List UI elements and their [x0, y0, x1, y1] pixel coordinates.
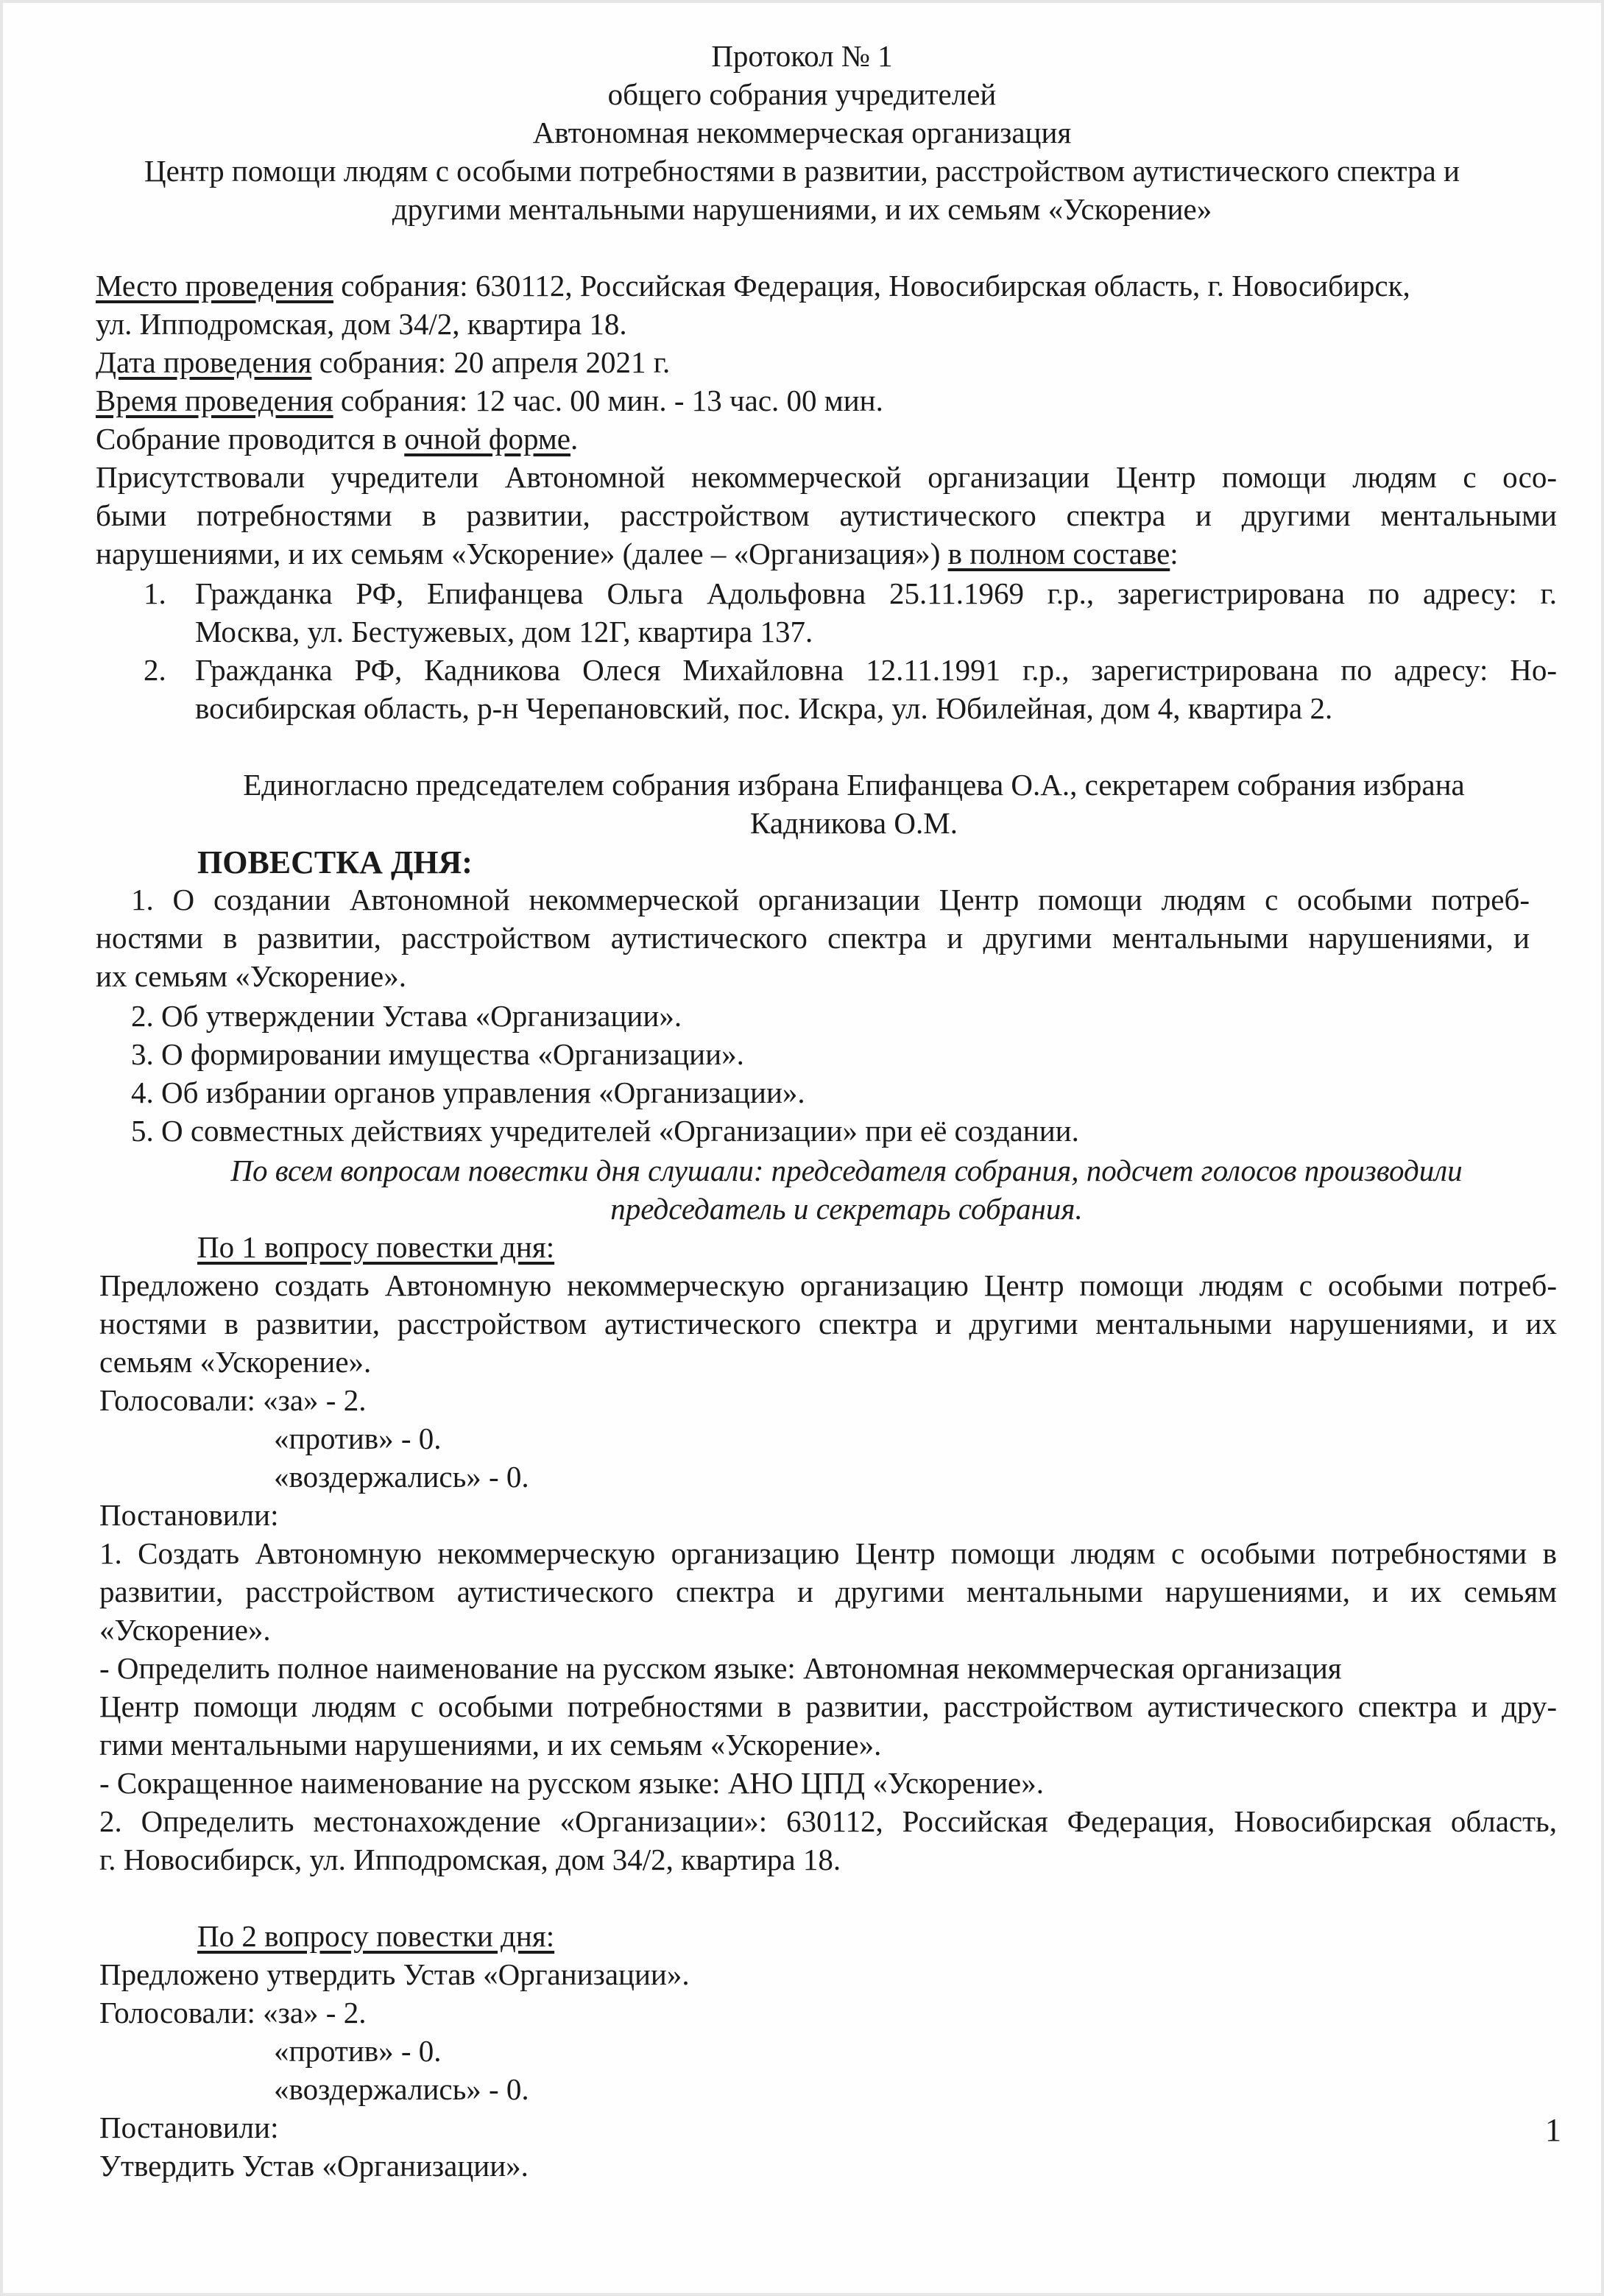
- place-text: собрания: 630112, Российская Федерация, Новосибирская область, г. Новосибирск,: [333, 269, 1410, 303]
- q1-full-name-line-1: - Определить полное наименование на русском языке: Автономная некоммерческая организация: [99, 1651, 1342, 1685]
- q1-proposal-line-1: Предложено создать Автономную некоммерческую организацию Центр помощи людям с особыми потреб-: [99, 1268, 1557, 1302]
- page-number: 1: [1545, 2112, 1561, 2148]
- q2-resolution: Утвердить Устав «Организации».: [99, 2149, 529, 2183]
- founder-2-number: 2.: [144, 653, 166, 687]
- q1-r1-line-2: развитии, расстройством аутистического спектра и другими ментальными нарушениями, и их семьям: [99, 1575, 1557, 1608]
- founder-2-line-2: восибирская область, р-н Черепановский, пос. Искра, ул. Юбилейная, дом 4, квартира 2.: [195, 691, 1333, 725]
- q1-r1-line-3: «Ускорение».: [99, 1613, 271, 1647]
- date-text: собрания: 20 апреля 2021 г.: [311, 345, 671, 379]
- q2-resolved: Постановили:: [99, 2110, 279, 2144]
- q1-full-name-line-3: гими ментальными нарушениями, и их семьям «Ускорение».: [99, 1728, 882, 1762]
- time-text: собрания: 12 час. 00 мин. - 13 час. 00 мин.: [333, 384, 883, 417]
- election-line-1: Единогласно председателем собрания избрана Епифанцева О.А., секретарем собрания избрана: [243, 768, 1465, 802]
- agenda-heading: ПОВЕСТКА ДНЯ:: [197, 844, 473, 880]
- q2-proposal: Предложено утвердить Устав «Организации».: [99, 1957, 690, 1991]
- attendance-line-1: Присутствовали учредители Автономной некоммерческой организации Центр помощи людям с осо-: [96, 460, 1557, 494]
- attendance-line-3: [96, 534, 1179, 573]
- attendance-text: нарушениями, и их семьям «Ускорение» (далее – «Организация»): [96, 537, 948, 571]
- agenda-item-4: 4. Об избрании органов управления «Организации».: [131, 1075, 805, 1109]
- agenda-item-5: 5. О совместных действиях учредителей «Организации» при её создании.: [131, 1114, 1079, 1148]
- agenda-item-2: 2. Об утверждении Устава «Организации».: [131, 999, 682, 1033]
- agenda-item-1-line-1: 1. О создании Автономной некоммерческой организации Центр помощи людям с особыми потреб-: [131, 883, 1530, 916]
- q1-resolved: Постановили:: [99, 1498, 279, 1532]
- q2-vote-against: «против» - 0.: [274, 2034, 442, 2068]
- meeting-date: [96, 343, 670, 381]
- q1-proposal-line-2: ностями в развитии, расстройством аутистического спектра и другими ментальными нарушениями, и их: [99, 1307, 1557, 1340]
- agenda-note-line-2: председатель и секретарь собрания.: [610, 1192, 1083, 1226]
- q1-short-name: - Сокращенное наименование на русском языке: АНО ЦПД «Ускорение».: [99, 1766, 1044, 1800]
- q1-r1-line-1: 1. Создать Автономную некоммерческую организацию Центр помощи людям с особыми потребностями в: [99, 1536, 1557, 1570]
- attendance-full: в полном составе: [947, 537, 1170, 571]
- q2-vote-abstain: «воздержались» - 0.: [274, 2072, 529, 2106]
- q1-r2-line-2: г. Новосибирск, ул. Ипподромская, дом 34/2, квартира 18.: [99, 1843, 841, 1876]
- agenda-note-line-1: По всем вопросам повестки дня слушали: председателя собрания, подсчет голосов производили: [230, 1154, 1463, 1187]
- q1-vote-abstain: «воздержались» - 0.: [274, 1460, 529, 1494]
- document-title: Протокол № 1: [711, 39, 893, 73]
- meeting-time: [96, 381, 883, 420]
- form-text: Собрание проводится в: [96, 422, 405, 456]
- meeting-place: [96, 266, 1410, 305]
- q2-vote-for: Голосовали: «за» - 2.: [99, 1996, 367, 2030]
- place-label: Место проведения: [96, 269, 333, 303]
- meeting-form: [96, 420, 578, 458]
- attendance-end: :: [1170, 537, 1179, 571]
- founder-1-line-1: Гражданка РФ, Епифанцева Ольга Адольфовна 25.11.1969 г.р., зарегистрирована по адресу: г.: [195, 576, 1557, 610]
- founder-1-line-2: Москва, ул. Бестужевых, дом 12Г, квартира 137.: [195, 615, 813, 649]
- agenda-item-1-line-3: их семьям «Ускорение».: [96, 959, 406, 993]
- date-label: Дата проведения: [96, 345, 312, 379]
- founder-2-line-1: Гражданка РФ, Кадникова Олеся Михайловна 12.11.1991 г.р., зарегистрирована по адресу: Но-: [195, 653, 1557, 687]
- org-type: Автономная некоммерческая организация: [532, 116, 1072, 149]
- founder-1-number: 1.: [144, 576, 166, 610]
- q1-r2-line-1: 2. Определить местонахождение «Организации»: 630112, Российская Федерация, Новосибирская область,: [99, 1804, 1557, 1838]
- time-label: Время проведения: [96, 384, 333, 417]
- q1-full-name-line-2: Центр помощи людям с особыми потребностями в развитии, расстройством аутистического спектра и дру-: [99, 1689, 1557, 1723]
- org-name-line-2: другими ментальными нарушениями, и их семьям «Ускорение»: [392, 192, 1212, 226]
- agenda-item-3: 3. О формировании имущества «Организации».: [131, 1037, 744, 1071]
- agenda-item-1-line-2: ностями в развитии, расстройством аутистического спектра и другими ментальными нарушениями, и: [96, 921, 1530, 955]
- election-line-2: Кадникова О.М.: [750, 806, 958, 840]
- q1-vote-against: «против» - 0.: [274, 1421, 442, 1455]
- q2-heading: По 2 вопросу повестки дня:: [197, 1919, 555, 1953]
- meeting-place-cont: ул. Ипподромская, дом 34/2, квартира 18.: [96, 307, 627, 341]
- q1-heading: По 1 вопросу повестки дня:: [197, 1230, 555, 1264]
- form-end: .: [570, 422, 579, 456]
- q1-proposal-line-3: семьям «Ускорение».: [99, 1345, 372, 1379]
- org-name-line-1: Центр помощи людям с особыми потребностями в развитии, расстройством аутистического спектра и: [144, 154, 1460, 188]
- q1-vote-for: Голосовали: «за» - 2.: [99, 1383, 367, 1417]
- form-label: очной форме: [404, 422, 570, 456]
- attendance-line-2: быми потребностями в развитии, расстройством аутистического спектра и другими ментальными: [96, 498, 1557, 532]
- document-subtitle: общего собрания учредителей: [607, 77, 997, 111]
